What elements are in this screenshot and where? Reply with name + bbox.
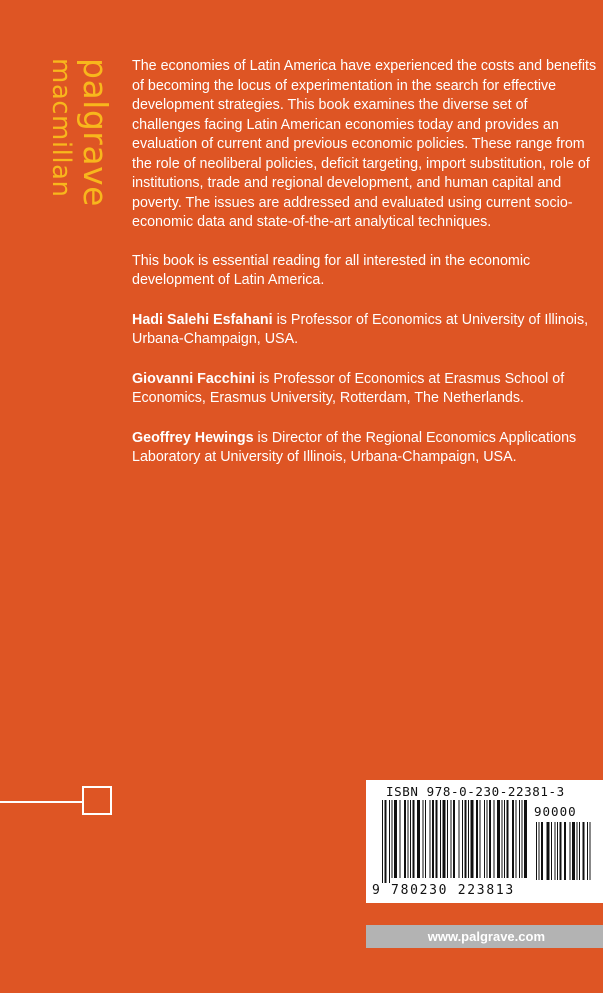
barcode-bar (408, 800, 409, 878)
barcode-bar (382, 800, 383, 883)
barcode-bar (519, 800, 520, 878)
barcode-bar (453, 800, 455, 878)
price-code: 90000 (534, 804, 577, 819)
barcode-bar (494, 800, 495, 878)
website-bar (366, 925, 603, 948)
barcode-bar (443, 800, 446, 878)
barcode-bar (430, 800, 431, 878)
barcode-bar (577, 822, 578, 880)
barcode-bar (462, 800, 463, 878)
author-desc-1: is Professor of Economics at University of Illinois, Urbana-Champaign, USA. (132, 311, 589, 347)
barcode-bar (432, 800, 434, 878)
barcode-bar (385, 800, 387, 883)
barcode-bar (522, 800, 523, 878)
barcode-bar (394, 800, 397, 878)
barcode-bar (400, 800, 401, 878)
barcode-bar (512, 800, 514, 878)
barcode-bar (570, 822, 571, 880)
barcode-bar (410, 800, 411, 878)
author-bio-2 (132, 370, 598, 409)
audience-statement: This book is essential reading for all interested in the economic development of Latin America. (132, 252, 531, 288)
ean-digits: 9 780230 223813 (372, 883, 515, 898)
barcode-bar (579, 822, 580, 880)
barcode-bar (547, 822, 550, 880)
website-url: www.palgrave.com (427, 929, 545, 944)
barcode-bar (560, 822, 562, 880)
barcode-bar (487, 800, 488, 878)
barcode-bar (587, 822, 588, 880)
barcode-bar (480, 800, 481, 878)
barcode-bar (451, 800, 452, 878)
barcode-bar (484, 800, 485, 878)
barcode-bar (436, 800, 438, 878)
barcode-bar (551, 822, 552, 880)
barcode-bar (541, 822, 543, 880)
isbn-barcode (366, 780, 603, 903)
barcode-bar (476, 800, 478, 878)
spine-line (0, 801, 82, 803)
author-name-2: Giovanni Facchini (132, 370, 256, 387)
barcode-bar (555, 822, 556, 880)
barcode-bar (392, 800, 393, 878)
author-bio-1 (132, 311, 598, 350)
barcode-bar (524, 800, 527, 878)
author-name-1: Hadi Salehi Esfahani (132, 311, 273, 328)
barcode-bar (497, 800, 500, 878)
barcode-bar (465, 800, 467, 878)
author-desc-3: is Director of the Regional Economics Applications Laboratory at University of Illinois, Urbana-Champaign, USA. (132, 429, 577, 465)
logo-word-palgrave: palgrave (76, 58, 115, 207)
barcode-bar (504, 800, 505, 878)
barcode-bar (502, 800, 503, 878)
barcode-bar (590, 822, 591, 880)
author-bio-3 (132, 429, 598, 468)
spine-box-mark (82, 786, 112, 815)
barcode-bar (440, 800, 441, 878)
barcode-bar (459, 800, 460, 878)
barcode-bar (389, 800, 390, 883)
barcode-bar (536, 822, 537, 880)
barcode-bar (471, 800, 474, 878)
author-desc-2: is Professor of Economics at Erasmus School of Economics, Erasmus University, Rotterdam, The Netherlands. (132, 370, 565, 406)
barcode-bar (489, 800, 491, 878)
barcode-bar (516, 800, 517, 878)
book-description: The economies of Latin America have experienced the costs and benefits of becoming the locus of experimentation in the search for effective development strategies. This book examines the diverse set of challenges facing Latin American economies today and provides an evaluation of current and previous economic policies. These range from the role of neoliberal policies, deficit targeting, import substitution, role of institutions, trade and regional development, and human capital and poverty. The issues are addressed and evaluated using current socio-economic data and state-of-the-art analytical techniques. (132, 58, 597, 230)
isbn-label: ISBN 978-0-230-22381-3 (386, 784, 565, 799)
publisher-logo (42, 58, 115, 207)
barcode-bar (468, 800, 469, 878)
barcode-bar (572, 822, 575, 880)
barcode-bar (425, 800, 426, 878)
barcode-bar (539, 822, 540, 880)
logo-word-macmillan: macmillan (46, 58, 76, 198)
barcode-bar (423, 800, 424, 878)
barcode-bar (413, 800, 415, 878)
barcode-bar (583, 822, 585, 880)
barcode-bar (557, 822, 558, 880)
barcode-bar (447, 800, 448, 878)
barcode-bar (417, 800, 420, 878)
blurb (132, 57, 598, 488)
author-name-3: Geoffrey Hewings (132, 429, 254, 446)
barcode-bar (564, 822, 566, 880)
barcode-bar (507, 800, 509, 878)
barcode-bar (404, 800, 406, 878)
